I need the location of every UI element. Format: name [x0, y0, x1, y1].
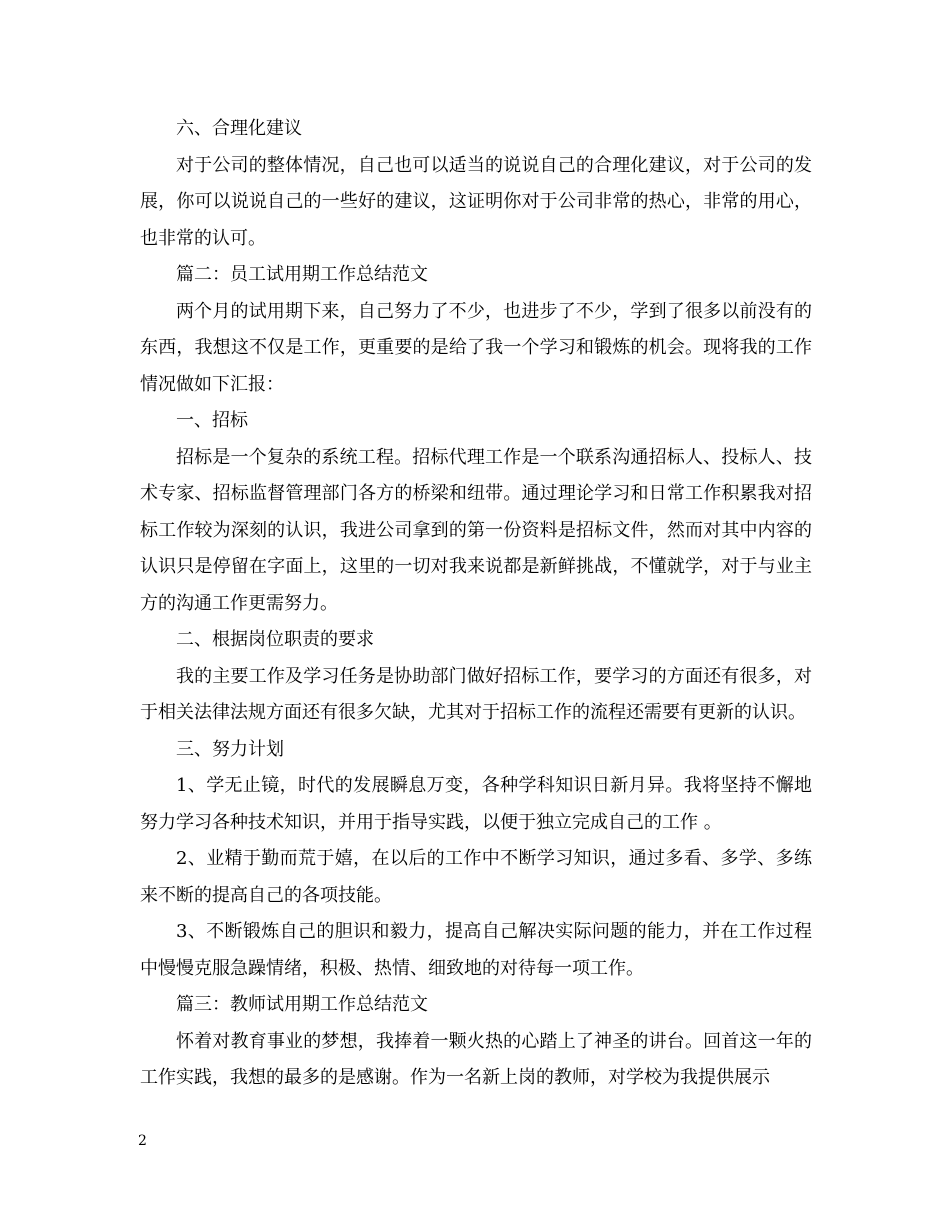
plan-item-3: 3、不断锻炼自己的胆识和毅力，提高自己解决实际问题的能力，并在工作过程中慢慢克服急躁情绪，积极、热情、细致地的对待每一项工作。 — [140, 921, 812, 979]
section-heading-effort-plan: 三、努力计划 — [176, 738, 284, 760]
paragraph-job-duties: 我的主要工作及学习任务是协助部门做好招标工作，要学习的方面还有很多，对于相关法律法规方面还有很多欠缺，尤其对于招标工作的流程还需要有更新的认识。 — [140, 665, 812, 723]
article-heading-employee-probation: 篇二：员工试用期工作总结范文 — [176, 264, 428, 285]
section-heading-bidding: 一、招标 — [176, 410, 248, 431]
paragraph-teacher-intro: 怀着对教育事业的梦想，我捧着一颗火热的心踏上了神圣的讲台。回首这一年的工作实践，我想的最多的是感谢。作为一名新上岗的教师，对学校为我提供展示 — [140, 1030, 812, 1088]
plan-item-2: 2、业精于勤而荒于嬉，在以后的工作中不断学习知识，通过多看、多学、多练来不断的提高自己的各项技能。 — [140, 848, 812, 906]
page-number: 2 — [138, 1133, 147, 1149]
paragraph-intro: 两个月的试用期下来，自己努力了不少，也进步了不少，学到了很多以前没有的东西，我想这不仅是工作，更重要的是给了我一个学习和锻炼的机会。现将我的工作情况做如下汇报： — [140, 300, 812, 395]
section-heading-suggestions: 六、合理化建议 — [176, 118, 302, 139]
document-body — [140, 111, 812, 1097]
paragraph-suggestions: 对于公司的整体情况，自己也可以适当的说说自己的合理化建议，对于公司的发展，你可以说说自己的一些好的建议，这证明你对于公司非常的热心，非常的用心，也非常的认可。 — [140, 154, 812, 249]
paragraph-bidding: 招标是一个复杂的系统工程。招标代理工作是一个联系沟通招标人、投标人、技术专家、招标监督管理部门各方的桥梁和纽带。通过理论学习和日常工作积累我对招标工作较为深刻的认识，我进公司拿到的第一份资料是招标文件，然而对其中内容的认识只是停留在字面上，这里的一切对我来说都是新鲜挑战，不懂就学，对于与业主方的沟通工作更需努力。 — [140, 446, 812, 614]
plan-item-1: 1、学无止镜，时代的发展瞬息万变，各种学科知识日新月异。我将坚持不懈地努力学习各种技术知识，并用于指导实践，以便于独立完成自己的工作 。 — [140, 775, 812, 833]
article-heading-teacher-probation: 篇三：教师试用期工作总结范文 — [176, 994, 428, 1015]
section-heading-job-duties: 二、根据岗位职责的要求 — [176, 629, 374, 650]
